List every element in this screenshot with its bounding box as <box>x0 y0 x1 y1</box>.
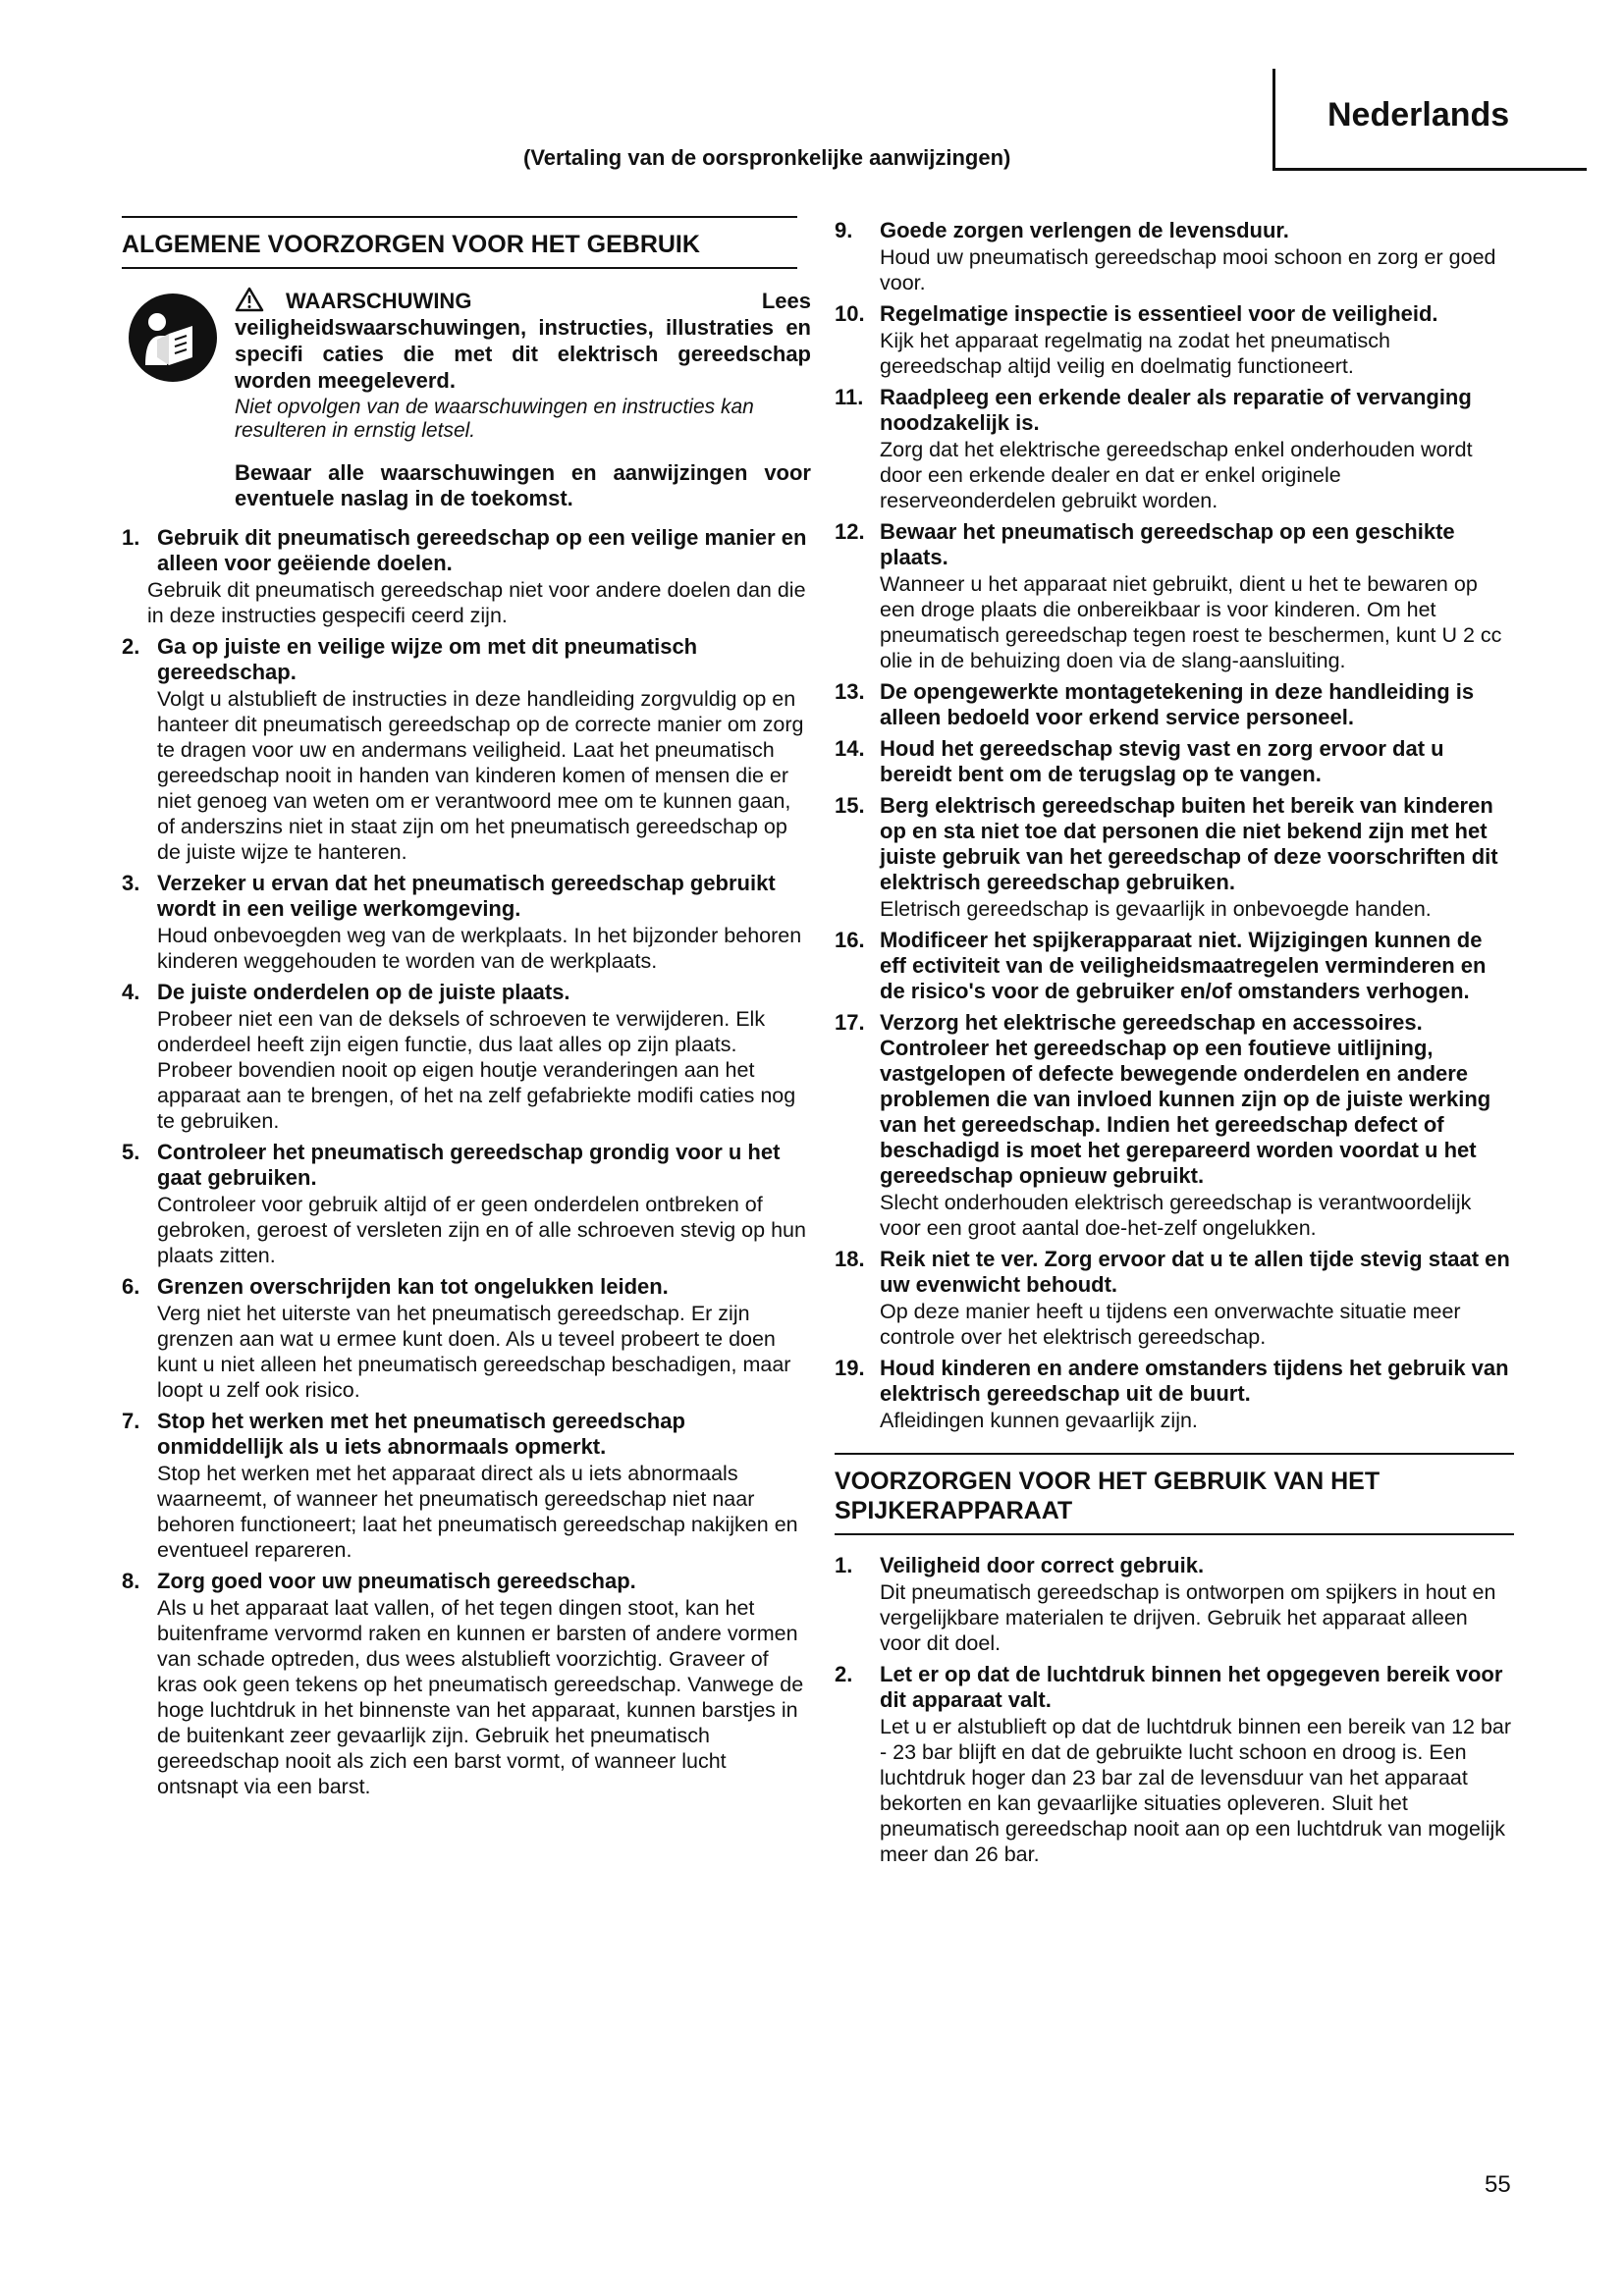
item-number: 12. <box>835 519 865 544</box>
item-body: Kijk het apparaat regelmatig na zodat het pneumatisch gereedschap altijd veilig en doelmatig functioneert. <box>880 329 1390 378</box>
list-item <box>835 1662 1514 1867</box>
item-title: Berg elektrisch gereedschap buiten het bereik van kinderen op en sta niet toe dat personen die niet bekend zijn met het juiste gebruik van het gereedschap of deze voorschriften dit elektrisch gereedschap gebruiken. <box>880 793 1498 894</box>
item-number: 10. <box>835 301 865 326</box>
item-number: 13. <box>835 679 865 704</box>
item-body: Afleidingen kunnen gevaarlijk zijn. <box>880 1409 1198 1432</box>
item-body: Let u er alstublieft op dat de luchtdruk binnen een bereik van 12 bar - 23 bar blijft en dat de gebruikte lucht schoon en droog is. Een luchtdruk hoger dan 23 bar zal de levensduur van het apparaat bekorten en kan gevaarlijke situaties opleveren. Sluit het pneumatisch gereedschap nooit aan op een luchtdruk van mogelijk meer dan 26 bar. <box>880 1715 1512 1866</box>
item-body: Stop het werken met het apparaat direct als u iets abnormaals waarneemt, of wanneer het pneumatisch gereedschap niet naar behoren functioneert; laat het pneumatisch gereedschap nakijken en eventueel repareren. <box>157 1462 798 1562</box>
item-number: 7. <box>122 1409 140 1433</box>
language-title: Nederlands <box>1327 96 1510 133</box>
item-body: Volgt u alstublieft de instructies in deze handleiding zorgvuldig op en hanteer dit pneumatisch gereedschap op de correcte manier om zorg te dragen voor uw en andermans veiligheid. Laat het pneumatisch gereedschap nooit in handen van kinderen komen of mensen die er niet genoeg van weten om er verantwoord mee om te kunnen gaan, of anderszins niet in staat zijn om het pneumatisch gereedschap op de juiste wijze te hanteren. <box>157 687 804 864</box>
item-title: Raadpleeg een erkende dealer als reparatie of vervanging noodzakelijk is. <box>880 385 1472 435</box>
item-title: Regelmatige inspectie is essentieel voor de veiligheid. <box>880 301 1438 326</box>
list-item <box>122 1140 811 1268</box>
item-body: Dit pneumatisch gereedschap is ontworpen om spijkers in hout en vergelijkbare materialen te drijven. Gebruik het apparaat alleen voor dit doel. <box>880 1580 1496 1655</box>
item-body: Verg niet het uiterste van het pneumatisch gereedschap. Er zijn grenzen aan wat u ermee kunt doen. Als u teveel probeert te doen kunt u niet alleen het pneumatisch gereedschap beschadigen, maar loopt u zelf ook risico. <box>157 1302 791 1402</box>
item-number: 17. <box>835 1010 865 1035</box>
item-number: 1. <box>835 1553 853 1577</box>
item-number: 8. <box>122 1569 140 1593</box>
item-body: Slecht onderhouden elektrisch gereedschap is verantwoordelijk voor een groot aantal doe-het-zelf ongelukken. <box>880 1191 1472 1240</box>
item-number: 16. <box>835 928 865 952</box>
right-column <box>835 218 1514 1873</box>
item-body: Probeer niet een van de deksels of schroeven te verwijderen. Elk onderdeel heeft zijn eigen functie, dus laat alles op zijn plaats. Probeer bovendien nooit op eigen houtje veranderingen aan het apparaat aan te brengen, of het na zelf gefabriekte modifi caties nog te gebruiken. <box>157 1007 796 1133</box>
section-title-nailer: VOORZORGEN VOOR HET GEBRUIK VAN HET SPIJKERAPPARAAT <box>835 1453 1514 1535</box>
item-number: 4. <box>122 980 140 1004</box>
item-title: De opengewerkte montagetekening in deze handleiding is alleen bedoeld voor erkend service personeel. <box>880 679 1475 729</box>
item-number: 15. <box>835 793 865 818</box>
item-title: Verzeker u ervan dat het pneumatisch gereedschap gebruikt wordt in een veilige werkomgeving. <box>157 871 776 921</box>
list-item <box>835 679 1514 730</box>
item-number: 3. <box>122 871 140 895</box>
list-item <box>122 871 811 974</box>
item-title: Goede zorgen verlengen de levensduur. <box>880 218 1289 242</box>
item-number: 11. <box>835 385 864 409</box>
item-title: Controleer het pneumatisch gereedschap grondig voor u het gaat gebruiken. <box>157 1140 781 1190</box>
list-item <box>122 980 811 1134</box>
list-item <box>835 301 1514 379</box>
item-number: 9. <box>835 218 853 242</box>
list-item <box>122 1569 811 1799</box>
list-item <box>122 634 811 865</box>
item-body: Zorg dat het elektrische gereedschap enkel onderhouden wordt door een erkende dealer en dat er enkel originele reserveonderdelen gebruikt worden. <box>880 438 1473 512</box>
item-body: Als u het apparaat laat vallen, of het tegen dingen stoot, kan het buitenframe vervormd raken en kunnen er barsten of andere vormen van schade optreden, dus wees alstublieft voorzichtig. Graveer of kras ook geen tekens op het pneumatisch gereedschap. Vanwege de hoge luchtdruk in het binnenste van het apparaat, kunnen barstjes in de buitenkant zeer gevaarlijk zijn. Gebruik het pneumatisch gereedschap nooit als zich een barst vormt, of wanneer lucht ontsnapt via een barst. <box>157 1596 804 1798</box>
item-title: Modificeer het spijkerapparaat niet. Wijzigingen kunnen de eff ectiviteit van de veiligheidsmaatregelen verminderen en de risico's voor de gebruiker en/of omstanders verhogen. <box>880 928 1487 1003</box>
item-title: Gebruik dit pneumatisch gereedschap op een veilige manier en alleen voor geëiende doelen. <box>157 525 807 575</box>
item-number: 5. <box>122 1140 140 1164</box>
item-title: Ga op juiste en veilige wijze om met dit pneumatisch gereedschap. <box>157 634 698 684</box>
list-item <box>122 1409 811 1563</box>
warning-block <box>122 287 811 511</box>
page-number: 55 <box>1485 2171 1511 2198</box>
item-title: Grenzen overschrijden kan tot ongelukken leiden. <box>157 1274 669 1299</box>
item-title: Zorg goed voor uw pneumatisch gereedschap. <box>157 1569 636 1593</box>
list-item <box>835 385 1514 513</box>
item-number: 2. <box>122 634 140 659</box>
item-number: 1. <box>122 525 140 550</box>
item-title: Let er op dat de luchtdruk binnen het opgegeven bereik voor dit apparaat valt. <box>880 1662 1503 1712</box>
item-body: Wanneer u het apparaat niet gebruikt, dient u het te bewaren op een droge plaats die onbereikbaar is voor kinderen. Om het pneumatisch gereedschap tegen roest te beschermen, kunt U 2 cc olie in de behuizing doen via de slang-aansluiting. <box>880 572 1502 672</box>
list-item <box>835 519 1514 673</box>
list-item <box>835 218 1514 295</box>
warning-keep-instructions: Bewaar alle waarschuwingen en aanwijzingen voor eventuele naslag in de toekomst. <box>235 460 811 510</box>
section-title-general: ALGEMENE VOORZORGEN VOOR HET GEBRUIK <box>122 216 797 269</box>
translation-subtitle: (Vertaling van de oorspronkelijke aanwijzingen) <box>523 145 1011 170</box>
item-title: Stop het werken met het pneumatisch gereedschap onmiddellijk als u iets abnormaals opmerkt. <box>157 1409 685 1459</box>
warning-heading <box>235 287 811 394</box>
item-body: Controleer voor gebruik altijd of er geen onderdelen ontbreken of gebroken, geroest of versleten zijn en of alle schroeven stevig op hun plaats zitten. <box>157 1193 806 1267</box>
item-title: Houd kinderen en andere omstanders tijdens het gebruik van elektrisch gereedschap uit de buurt. <box>880 1356 1509 1406</box>
item-body: Houd onbevoegden weg van de werkplaats. In het bijzonder behoren kinderen weggehouden te worden van de werkplaats. <box>157 924 802 973</box>
list-item <box>835 1553 1514 1656</box>
item-body: Gebruik dit pneumatisch gereedschap niet voor andere doelen dan die in deze instructies gespecifi ceerd zijn. <box>147 578 806 627</box>
item-number: 6. <box>122 1274 140 1299</box>
item-title: Houd het gereedschap stevig vast en zorg ervoor dat u bereidt bent om de terugslag op te vangen. <box>880 736 1444 786</box>
item-body: Op deze manier heeft u tijdens een onverwachte situatie meer controle over het elektrisch gereedschap. <box>880 1300 1461 1349</box>
item-title: Verzorg het elektrische gereedschap en accessoires. Controleer het gereedschap op een foutieve uitlijning, vastgelopen of defecte bewegende onderdelen en andere problemen die van invloed kunnen zijn op de juiste werking van het gereedschap. Indien het gereedschap defect of beschadigd is moet het gerepareerd worden voordat u het gereedschap opnieuw gebruikt. <box>880 1010 1491 1188</box>
item-title: Bewaar het pneumatisch gereedschap op een geschikte plaats. <box>880 519 1455 569</box>
item-body: Eletrisch gereedschap is gevaarlijk in onbevoegde handen. <box>880 897 1432 921</box>
item-number: 18. <box>835 1247 865 1271</box>
item-title: De juiste onderdelen op de juiste plaats. <box>157 980 570 1004</box>
list-item <box>835 1247 1514 1350</box>
list-item <box>835 1010 1514 1241</box>
item-title: Reik niet te ver. Zorg ervoor dat u te allen tijde stevig staat en uw evenwicht behoudt. <box>880 1247 1510 1297</box>
list-item <box>835 793 1514 922</box>
item-number: 19. <box>835 1356 865 1380</box>
list-item <box>835 928 1514 1004</box>
item-number: 14. <box>835 736 865 761</box>
list-item <box>122 525 811 628</box>
read-manual-icon <box>128 293 218 383</box>
item-number: 2. <box>835 1662 853 1686</box>
warning-consequence: Niet opvolgen van de waarschuwingen en instructies kan resulteren in ernstig letsel. <box>235 396 754 442</box>
list-item <box>835 1356 1514 1433</box>
item-body: Houd uw pneumatisch gereedschap mooi schoon en zorg er goed voor. <box>880 245 1496 294</box>
list-item <box>835 736 1514 787</box>
warning-heading-text: WAARSCHUWING Lees veiligheidswaarschuwingen, instructies, illustraties en specifi caties die met dit elektrisch gereedschap worden meegeleverd. <box>235 289 811 393</box>
warning-triangle-icon <box>235 287 264 312</box>
list-item <box>122 1274 811 1403</box>
left-column <box>122 216 811 1805</box>
item-title: Veiligheid door correct gebruik. <box>880 1553 1205 1577</box>
